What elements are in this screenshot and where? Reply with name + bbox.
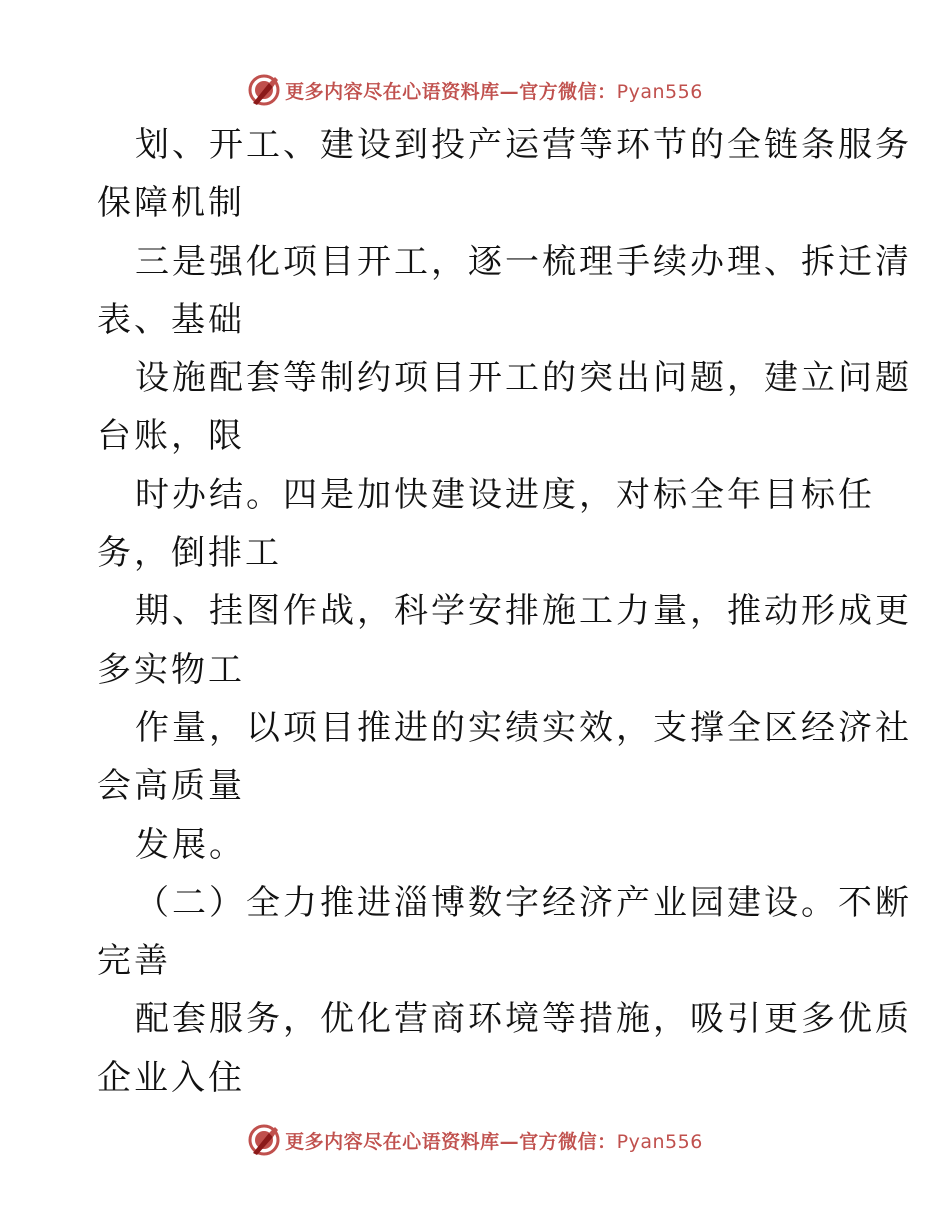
footer-wechat-id: Pyan556 — [616, 1130, 703, 1153]
text-line: 务，倒排工 — [97, 533, 282, 574]
pen-logo-icon — [247, 73, 281, 107]
header-wechat-id: Pyan556 — [616, 80, 703, 103]
text-line: 设施配套等制约项目开工的突出问题，建立问题 — [135, 358, 912, 399]
text-line: 企业入住 — [97, 1057, 245, 1098]
text-line: 台账，限 — [97, 416, 245, 457]
pen-logo-icon — [247, 1123, 281, 1157]
header-watermark-text: 更多内容尽在心语资料库—官方微信：Pyan556 — [285, 80, 703, 103]
text-line: 三是强化项目开工，逐一梳理手续办理、拆迁清 — [135, 241, 912, 282]
footer-watermark-text: 更多内容尽在心语资料库—官方微信：Pyan556 — [285, 1130, 703, 1153]
text-line: 多实物工 — [97, 649, 245, 690]
text-line: 作量，以项目推进的实绩实效，支撑全区经济社 — [135, 707, 912, 748]
header-watermark — [0, 70, 950, 110]
text-line: 划、开工、建设到投产运营等环节的全链条服务 — [135, 125, 912, 165]
text-line: 会高质量 — [97, 766, 245, 807]
section-heading-line: （二）全力推进淄博数字经济产业园建设。不断 — [135, 882, 912, 923]
text-line: 表、基础 — [97, 299, 245, 340]
document-body — [97, 116, 912, 1107]
text-line: 发展。 — [135, 824, 246, 865]
footer-watermark — [0, 1120, 950, 1160]
text-line: 完善 — [97, 941, 171, 982]
text-line: 期、挂图作战，科学安排施工力量，推动形成更 — [135, 591, 912, 632]
text-line: 保障机制 — [97, 183, 245, 224]
text-line: 配套服务，优化营商环境等措施，吸引更多优质 — [135, 999, 912, 1040]
text-line: 时办结。四是加快建设进度，对标全年目标任 — [135, 474, 875, 515]
